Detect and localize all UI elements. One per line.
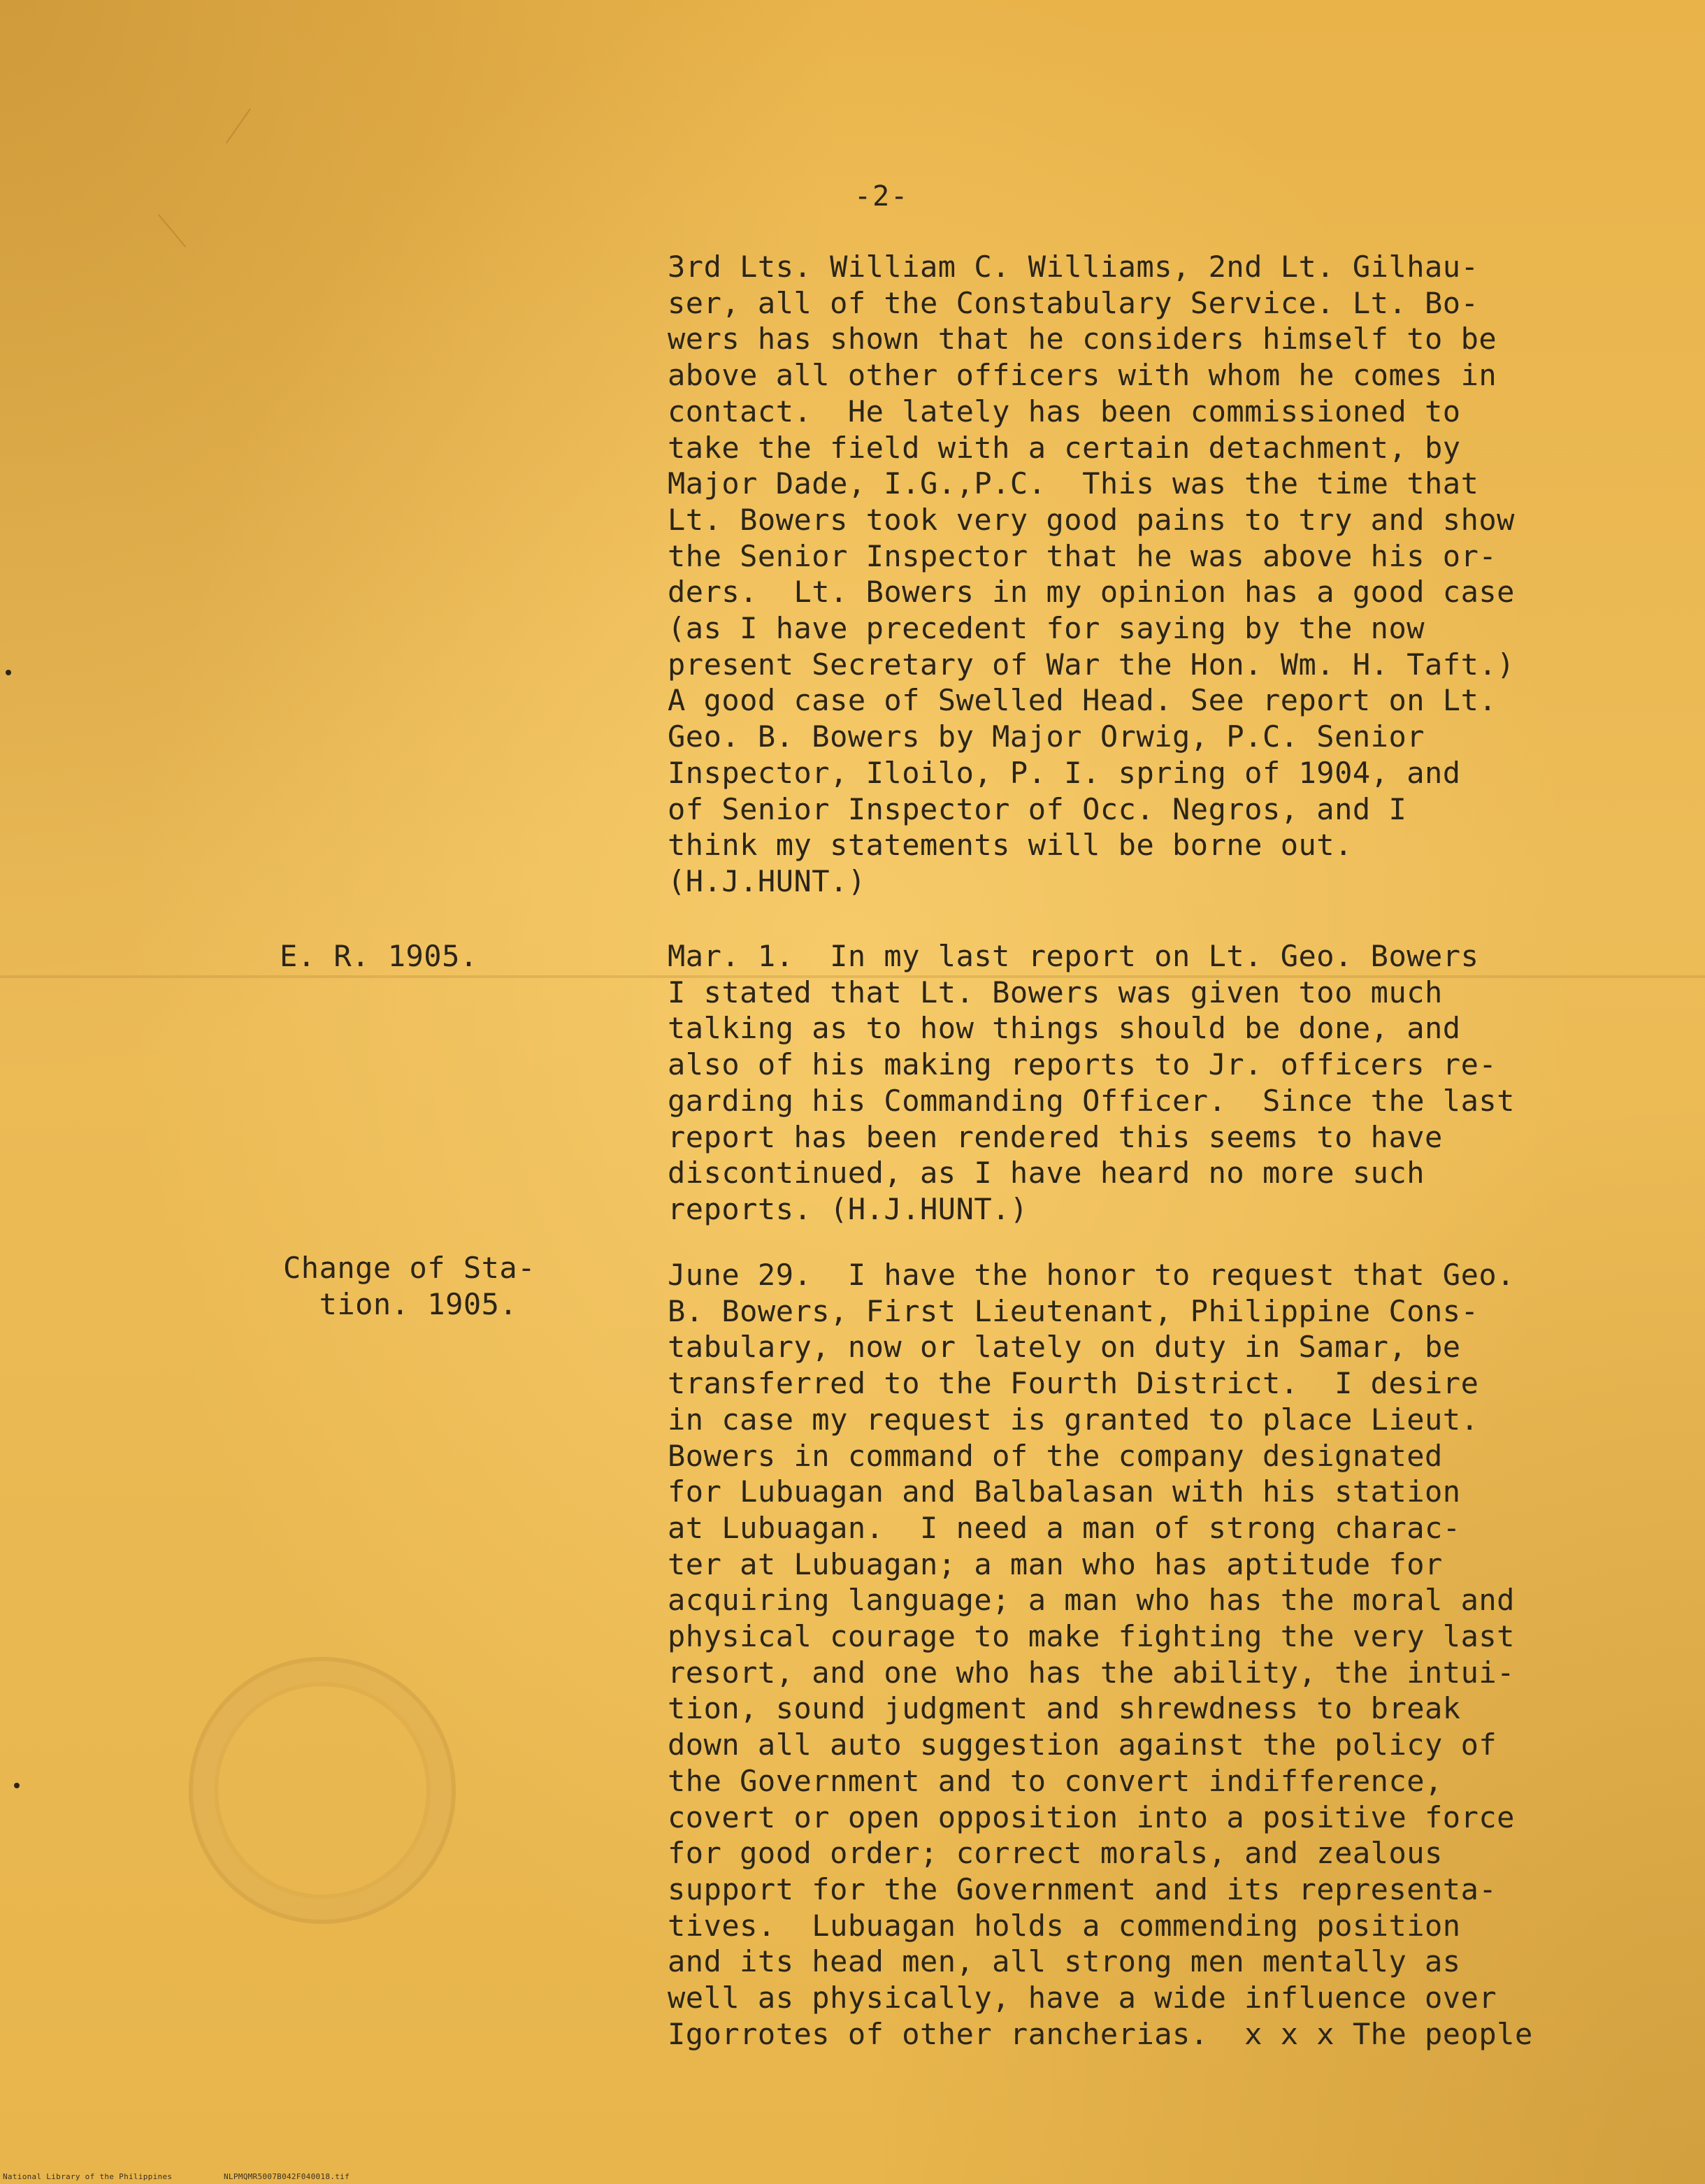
text-line: of Senior Inspector of Occ. Negros, and I [668, 791, 1407, 826]
text-line: physical courage to make fighting the very last [668, 1619, 1515, 1654]
ink-spot [14, 1783, 20, 1788]
text-line: talking as to how things should be done, and [668, 1011, 1461, 1046]
text-line: resort, and one who has the ability, the intui- [668, 1655, 1515, 1690]
text-line: Inspector, Iloilo, P. I. spring of 1904, and [668, 755, 1461, 790]
text-line: transferred to the Fourth District. I desire [668, 1366, 1479, 1401]
text-line: well as physically, have a wide influence over [668, 1981, 1497, 2016]
text-line: reports. (H.J.HUNT.) [668, 1191, 1028, 1226]
entry-1-text [668, 249, 1688, 900]
text-line: in case my request is granted to place Lieut. [668, 1402, 1479, 1437]
text-line: take the field with a certain detachment, by [668, 430, 1461, 465]
text-line: ders. Lt. Bowers in my opinion has a good case [668, 575, 1515, 610]
text-line: for Lubuagan and Balbalasan with his station [668, 1474, 1461, 1509]
text-line: B. Bowers, First Lieutenant, Philippine Cons- [668, 1293, 1479, 1328]
text-line: at Lubuagan. I need a man of strong charac- [668, 1510, 1461, 1545]
text-line: the Government and to convert indifference, [668, 1763, 1443, 1798]
text-line: Lt. Bowers took very good pains to try and show [668, 502, 1515, 537]
text-line: Mar. 1. In my last report on Lt. Geo. Bowers [668, 939, 1479, 973]
text-line: wers has shown that he considers himself to be [668, 322, 1497, 357]
text-line: present Secretary of War the Hon. Wm. H. Taft.) [668, 647, 1515, 682]
text-line: Bowers in command of the company designated [668, 1438, 1443, 1473]
text-line: Major Dade, I.G.,P.C. This was the time that [668, 466, 1479, 501]
entry-2-text [668, 938, 1688, 1228]
paper-crease [158, 214, 186, 247]
footer-filename: NLPMQMR5007B042F040018.tif [224, 2172, 350, 2181]
text-line: the Senior Inspector that he was above his or- [668, 538, 1497, 573]
text-line: support for the Government and its representa- [668, 1872, 1497, 1906]
text-line: discontinued, as I have heard no more such [668, 1156, 1425, 1191]
text-line: down all auto suggestion against the policy of [668, 1727, 1497, 1762]
text-line: above all other officers with whom he comes in [668, 358, 1497, 393]
footer-source: National Library of the Philippines [3, 2172, 173, 2181]
text-line: Geo. B. Bowers by Major Orwig, P.C. Senior [668, 719, 1425, 754]
text-line: ser, all of the Constabulary Service. Lt. Bo- [668, 285, 1479, 320]
paper-crease [226, 108, 251, 143]
text-line: covert or open opposition into a positive force [668, 1799, 1515, 1834]
text-line: ter at Lubuagan; a man who has aptitude for [668, 1546, 1443, 1581]
text-line: for good order; correct morals, and zealous [668, 1836, 1443, 1871]
text-line: 3rd Lts. William C. Williams, 2nd Lt. Gilhau- [668, 250, 1479, 284]
ink-spot [6, 670, 11, 675]
entry-2-label: E. R. 1905. [280, 939, 478, 973]
text-line: I stated that Lt. Bowers was given too much [668, 975, 1443, 1010]
entry-3-label: Change of Sta- tion. 1905. [283, 1251, 536, 1321]
text-line: contact. He lately has been commissioned to [668, 394, 1461, 429]
embossed-seal [189, 1657, 456, 1924]
text-line: A good case of Swelled Head. See report on Lt. [668, 683, 1497, 718]
text-line: think my statements will be borne out. [668, 828, 1353, 863]
text-line: also of his making reports to Jr. officers re- [668, 1047, 1497, 1082]
text-line: garding his Commanding Officer. Since the last [668, 1083, 1515, 1118]
text-line: report has been rendered this seems to have [668, 1119, 1443, 1154]
text-line: tabulary, now or lately on duty in Samar, be [668, 1330, 1461, 1365]
text-line: June 29. I have the honor to request that Geo. [668, 1258, 1515, 1292]
entry-3-text [668, 1257, 1688, 2052]
text-line: and its head men, all strong men mentally as [668, 1944, 1461, 1979]
text-line: Igorrotes of other rancherias. x x x The people [668, 2016, 1533, 2051]
text-line: (as I have precedent for saying by the now [668, 611, 1425, 646]
text-line: (H.J.HUNT.) [668, 863, 866, 898]
text-line: acquiring language; a man who has the moral and [668, 1583, 1515, 1618]
text-line: tion, sound judgment and shrewdness to break [668, 1691, 1461, 1726]
page-number: -2- [854, 180, 909, 213]
text-line: tives. Lubuagan holds a commending position [668, 1908, 1461, 1943]
